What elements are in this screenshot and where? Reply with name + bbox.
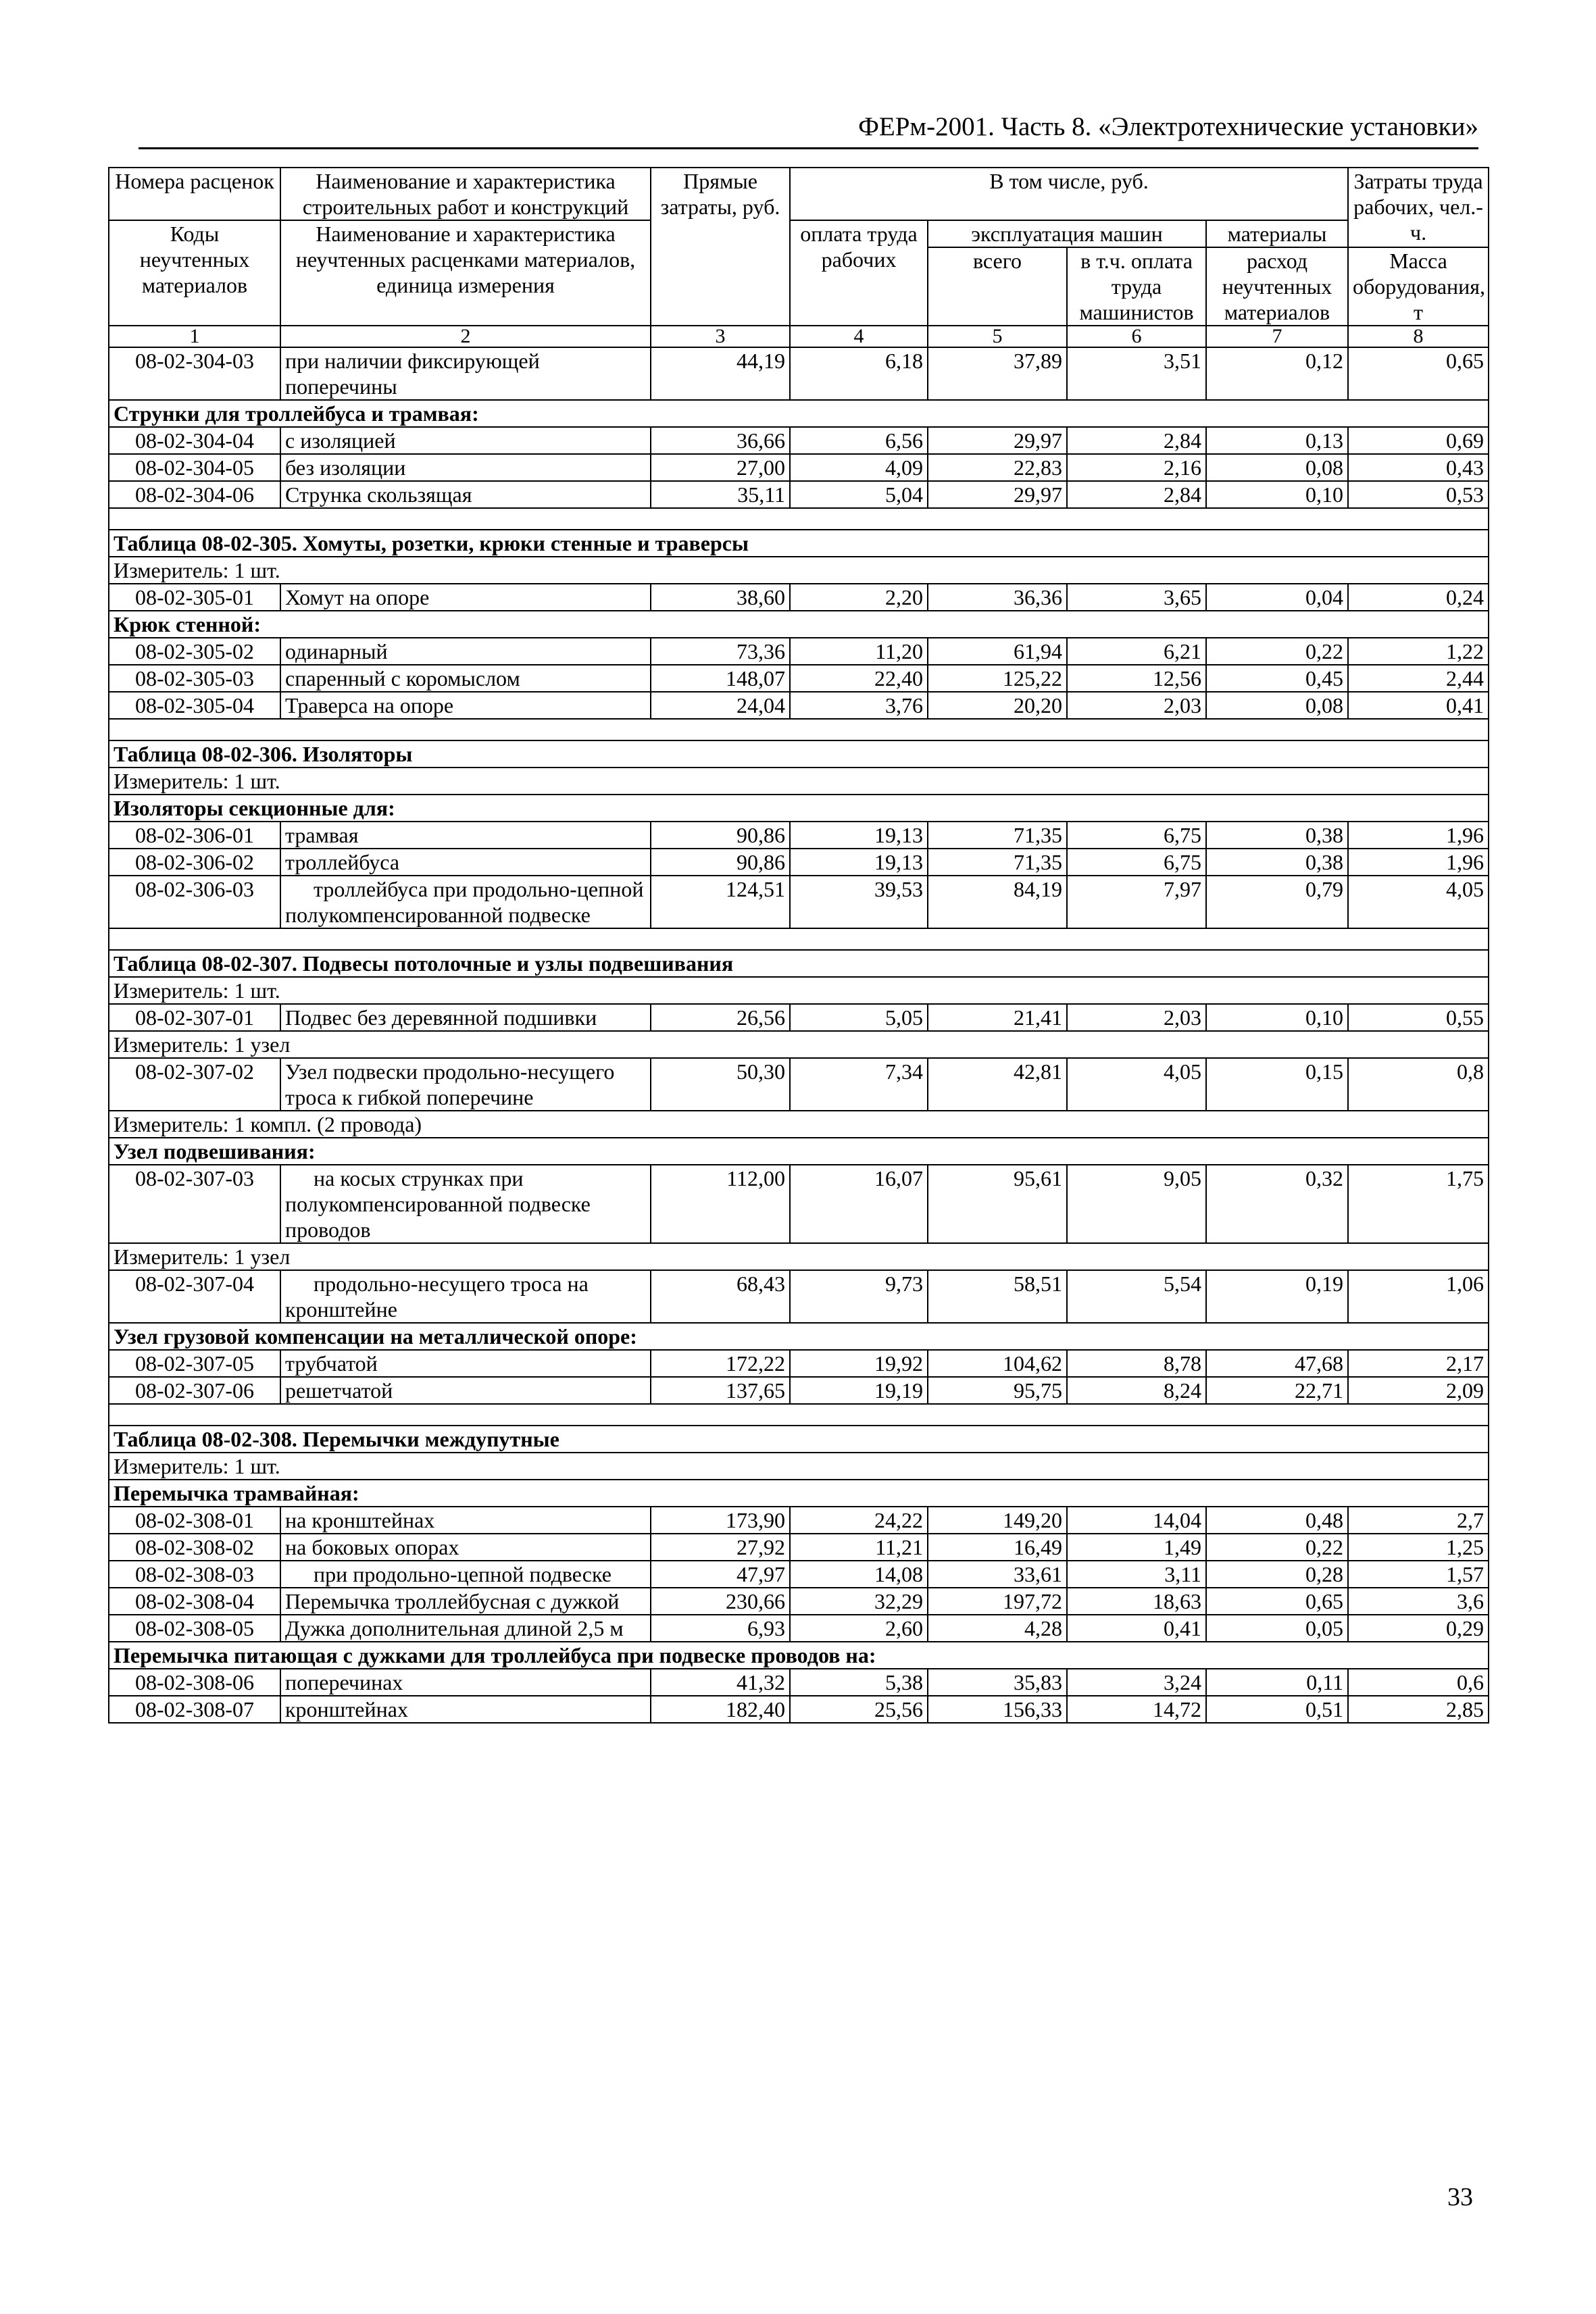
materials-cost-cell: 47,68 [1206,1350,1348,1377]
wages-cell: 22,40 [790,665,928,692]
table-title: Таблица 08-02-308. Перемычки междупутные [109,1426,1489,1453]
materials-cost-cell: 0,79 [1206,876,1348,928]
rate-code: 08-02-305-01 [109,584,280,611]
labor-hours-cell: 0,24 [1348,584,1489,611]
wages-cell: 11,21 [790,1534,928,1561]
wages-cell: 25,56 [790,1696,928,1723]
materials-cost-cell: 0,32 [1206,1165,1348,1243]
rate-code: 08-02-307-06 [109,1377,280,1404]
col-work-name-header: Наименование и характеристика строительных работ и конструкций [280,168,651,220]
materials-cost-cell: 0,04 [1206,584,1348,611]
rate-name: Траверса на опоре [280,692,651,719]
machines-total-cell: 95,75 [928,1377,1067,1404]
page-number: 33 [1447,2183,1473,2211]
labor-hours-cell: 0,41 [1348,692,1489,719]
materials-cost-cell: 0,08 [1206,454,1348,481]
labor-hours-cell: 0,65 [1348,347,1489,400]
table-row [109,584,1489,611]
machinist-wages-cell: 5,54 [1067,1270,1206,1323]
rate-code: 08-02-307-02 [109,1058,280,1111]
direct-cost-cell: 41,32 [651,1669,790,1696]
table-row [109,1004,1489,1031]
table-row [109,692,1489,719]
rate-name: Узел подвески продольно-несущего троса к гибкой поперечине [280,1058,651,1111]
table-title: Таблица 08-02-305. Хомуты, розетки, крюки стенные и траверсы [109,530,1489,557]
rate-code: 08-02-307-01 [109,1004,280,1031]
col-number: 8 [1348,326,1489,347]
table-row [109,1058,1489,1111]
machines-total-cell: 156,33 [928,1696,1067,1723]
machines-total-cell: 71,35 [928,822,1067,849]
materials-cost-cell: 0,13 [1206,427,1348,454]
rate-name: троллейбуса при продольно-цепной полукомпенсированной подвеске [280,876,651,928]
rate-name: трубчатой [280,1350,651,1377]
col-machines-header: эксплуатация машин [928,220,1206,247]
spacer [109,928,1489,950]
col-rate-number-header: Номера расценок [109,168,280,220]
rates-table [108,167,1489,1724]
table-row [109,481,1489,508]
section-heading: Струнки для троллейбуса и трамвая: [109,400,1489,427]
col-materials-header: материалы [1206,220,1348,247]
direct-cost-cell: 112,00 [651,1165,790,1243]
machines-total-cell: 37,89 [928,347,1067,400]
direct-cost-cell: 172,22 [651,1350,790,1377]
labor-hours-cell: 1,06 [1348,1270,1489,1323]
section-heading: Изоляторы секционные для: [109,795,1489,822]
machines-total-cell: 29,97 [928,427,1067,454]
table-row [109,1270,1489,1323]
table-row [109,1350,1489,1377]
rate-name: продольно-несущего троса на кронштейне [280,1270,651,1323]
wages-cell: 5,38 [790,1669,928,1696]
table-row [109,1377,1489,1404]
machines-total-cell: 58,51 [928,1270,1067,1323]
col-number: 1 [109,326,280,347]
wages-cell: 32,29 [790,1588,928,1615]
direct-cost-cell: 6,93 [651,1615,790,1642]
col-number: 7 [1206,326,1348,347]
wages-cell: 5,04 [790,481,928,508]
materials-cost-cell: 0,22 [1206,638,1348,665]
rate-name: с изоляцией [280,427,651,454]
labor-hours-cell: 1,25 [1348,1534,1489,1561]
direct-cost-cell: 27,00 [651,454,790,481]
machines-total-cell: 84,19 [928,876,1067,928]
machines-total-cell: 125,22 [928,665,1067,692]
table-row [109,1165,1489,1243]
table-row [109,454,1489,481]
wages-cell: 5,05 [790,1004,928,1031]
labor-hours-cell: 2,17 [1348,1350,1489,1377]
labor-hours-cell: 0,8 [1348,1058,1489,1111]
col-number: 5 [928,326,1067,347]
section-heading: Перемычка трамвайная: [109,1480,1489,1507]
measure-label: Измеритель: 1 шт. [109,768,1489,795]
machinist-wages-cell: 2,84 [1067,427,1206,454]
machinist-wages-cell: 12,56 [1067,665,1206,692]
rate-code: 08-02-304-04 [109,427,280,454]
wages-cell: 6,18 [790,347,928,400]
labor-hours-cell: 2,7 [1348,1507,1489,1534]
machinist-wages-cell: 2,03 [1067,1004,1206,1031]
machines-total-cell: 29,97 [928,481,1067,508]
machines-total-cell: 4,28 [928,1615,1067,1642]
direct-cost-cell: 36,66 [651,427,790,454]
rate-code: 08-02-305-02 [109,638,280,665]
labor-hours-cell: 1,96 [1348,822,1489,849]
direct-cost-cell: 137,65 [651,1377,790,1404]
direct-cost-cell: 68,43 [651,1270,790,1323]
rate-code: 08-02-307-04 [109,1270,280,1323]
materials-cost-cell: 0,28 [1206,1561,1348,1588]
machines-total-cell: 16,49 [928,1534,1067,1561]
labor-hours-cell: 0,43 [1348,454,1489,481]
materials-cost-cell: 0,10 [1206,1004,1348,1031]
rate-code: 08-02-307-05 [109,1350,280,1377]
direct-cost-cell: 173,90 [651,1507,790,1534]
labor-hours-cell: 1,75 [1348,1165,1489,1243]
machinist-wages-cell: 8,78 [1067,1350,1206,1377]
wages-cell: 24,22 [790,1507,928,1534]
wages-cell: 19,19 [790,1377,928,1404]
col-number: 3 [651,326,790,347]
table-title: Таблица 08-02-307. Подвесы потолочные и узлы подвешивания [109,950,1489,977]
rate-name: Струнка скользящая [280,481,651,508]
rate-name: при продольно-цепной подвеске [280,1561,651,1588]
rate-name: спаренный с коромыслом [280,665,651,692]
rate-name: Хомут на опоре [280,584,651,611]
rate-code: 08-02-308-01 [109,1507,280,1534]
machinist-wages-cell: 14,72 [1067,1696,1206,1723]
wages-cell: 16,07 [790,1165,928,1243]
machinist-wages-cell: 14,04 [1067,1507,1206,1534]
price-tables [108,167,1488,1724]
rate-code: 08-02-306-01 [109,822,280,849]
labor-hours-cell: 1,22 [1348,638,1489,665]
rate-name: троллейбуса [280,849,651,876]
machinist-wages-cell: 7,97 [1067,876,1206,928]
table-row [109,638,1489,665]
machines-total-cell: 197,72 [928,1588,1067,1615]
labor-hours-cell: 1,96 [1348,849,1489,876]
direct-cost-cell: 124,51 [651,876,790,928]
direct-cost-cell: 26,56 [651,1004,790,1031]
machinist-wages-cell: 2,84 [1067,481,1206,508]
labor-hours-cell: 2,85 [1348,1696,1489,1723]
wages-cell: 9,73 [790,1270,928,1323]
machines-total-cell: 104,62 [928,1350,1067,1377]
spacer [109,1404,1489,1426]
machines-total-cell: 20,20 [928,692,1067,719]
col-number: 6 [1067,326,1206,347]
direct-cost-cell: 38,60 [651,584,790,611]
rate-name: Подвес без деревянной подшивки [280,1004,651,1031]
direct-cost-cell: 73,36 [651,638,790,665]
col-mass-header: Масса оборудования, т [1348,247,1489,326]
measure-label: Измеритель: 1 шт. [109,1453,1489,1480]
direct-cost-cell: 35,11 [651,481,790,508]
rate-code: 08-02-308-04 [109,1588,280,1615]
wages-cell: 3,76 [790,692,928,719]
rate-code: 08-02-305-03 [109,665,280,692]
materials-cost-cell: 0,08 [1206,692,1348,719]
labor-hours-cell: 0,6 [1348,1669,1489,1696]
labor-hours-cell: 0,29 [1348,1615,1489,1642]
table-row [109,1588,1489,1615]
rate-code: 08-02-308-07 [109,1696,280,1723]
labor-hours-cell: 0,53 [1348,481,1489,508]
machinist-wages-cell: 18,63 [1067,1588,1206,1615]
machinist-wages-cell: 3,51 [1067,347,1206,400]
machinist-wages-cell: 6,75 [1067,849,1206,876]
materials-cost-cell: 0,38 [1206,849,1348,876]
machinist-wages-cell: 2,16 [1067,454,1206,481]
section-heading: Узел грузовой компенсации на металлической опоре: [109,1323,1489,1350]
rate-code: 08-02-304-06 [109,481,280,508]
wages-cell: 7,34 [790,1058,928,1111]
machines-total-cell: 95,61 [928,1165,1067,1243]
materials-cost-cell: 0,38 [1206,822,1348,849]
rate-name: без изоляции [280,454,651,481]
direct-cost-cell: 182,40 [651,1696,790,1723]
running-header: ФЕРм-2001. Часть 8. «Электротехнические установки» [139,107,1478,149]
machines-total-cell: 35,83 [928,1669,1067,1696]
wages-cell: 14,08 [790,1561,928,1588]
table-row [109,1534,1489,1561]
rate-code: 08-02-304-03 [109,347,280,400]
materials-cost-cell: 0,19 [1206,1270,1348,1323]
machinist-wages-cell: 0,41 [1067,1615,1206,1642]
rate-code: 08-02-308-02 [109,1534,280,1561]
table-row [109,1696,1489,1723]
table-row [109,347,1489,400]
measure-label: Измеритель: 1 узел [109,1243,1489,1270]
measure-label: Измеритель: 1 узел [109,1031,1489,1058]
col-labor-header: Затраты труда рабочих, чел.-ч. [1348,168,1489,247]
col-number: 4 [790,326,928,347]
rate-name: кронштейнах [280,1696,651,1723]
materials-cost-cell: 0,05 [1206,1615,1348,1642]
rate-code: 08-02-307-03 [109,1165,280,1243]
rate-name: при наличии фиксирующей поперечины [280,347,651,400]
rate-name: на боковых опорах [280,1534,651,1561]
rate-name: трамвая [280,822,651,849]
col-number: 2 [280,326,651,347]
labor-hours-cell: 1,57 [1348,1561,1489,1588]
direct-cost-cell: 230,66 [651,1588,790,1615]
wages-cell: 19,92 [790,1350,928,1377]
direct-cost-cell: 50,30 [651,1058,790,1111]
direct-cost-cell: 24,04 [651,692,790,719]
spacer [109,719,1489,740]
direct-cost-cell: 27,92 [651,1534,790,1561]
direct-cost-cell: 90,86 [651,822,790,849]
materials-cost-cell: 0,15 [1206,1058,1348,1111]
rate-name: одинарный [280,638,651,665]
measure-label: Измеритель: 1 компл. (2 провода) [109,1111,1489,1138]
rate-code: 08-02-308-06 [109,1669,280,1696]
materials-cost-cell: 0,10 [1206,481,1348,508]
materials-cost-cell: 0,51 [1206,1696,1348,1723]
machinist-wages-cell: 6,21 [1067,638,1206,665]
spacer [109,508,1489,530]
table-row [109,822,1489,849]
rate-code: 08-02-308-03 [109,1561,280,1588]
table-row [109,1615,1489,1642]
machines-total-cell: 22,83 [928,454,1067,481]
direct-cost-cell: 47,97 [651,1561,790,1588]
materials-cost-cell: 0,48 [1206,1507,1348,1534]
section-heading: Перемычка питающая с дужками для троллейбуса при подвеске проводов на: [109,1642,1489,1669]
rate-name: на кронштейнах [280,1507,651,1534]
machinist-wages-cell: 9,05 [1067,1165,1206,1243]
table-row [109,1507,1489,1534]
table-row [109,876,1489,928]
materials-cost-cell: 0,11 [1206,1669,1348,1696]
table-row [109,1669,1489,1696]
wages-cell: 11,20 [790,638,928,665]
direct-cost-cell: 90,86 [651,849,790,876]
wages-cell: 19,13 [790,822,928,849]
wages-cell: 6,56 [790,427,928,454]
direct-cost-cell: 148,07 [651,665,790,692]
table-row [109,665,1489,692]
machinist-wages-cell: 4,05 [1067,1058,1206,1111]
labor-hours-cell: 3,6 [1348,1588,1489,1615]
machines-total-cell: 42,81 [928,1058,1067,1111]
materials-cost-cell: 0,12 [1206,347,1348,400]
rate-name: поперечинах [280,1669,651,1696]
wages-cell: 19,13 [790,849,928,876]
materials-cost-cell: 0,22 [1206,1534,1348,1561]
machines-total-cell: 33,61 [928,1561,1067,1588]
labor-hours-cell: 0,69 [1348,427,1489,454]
col-machines-total-header: всего [928,247,1067,326]
machines-total-cell: 149,20 [928,1507,1067,1534]
table-row [109,427,1489,454]
col-material-code-header: Коды неучтенных материалов [109,220,280,326]
machinist-wages-cell: 3,24 [1067,1669,1206,1696]
col-direct-cost-header: Прямые затраты, руб. [651,168,790,326]
machines-total-cell: 21,41 [928,1004,1067,1031]
materials-cost-cell: 22,71 [1206,1377,1348,1404]
machines-total-cell: 71,35 [928,849,1067,876]
rate-code: 08-02-306-02 [109,849,280,876]
labor-hours-cell: 0,55 [1348,1004,1489,1031]
table-title: Таблица 08-02-306. Изоляторы [109,740,1489,768]
col-including-header: В том числе, руб. [790,168,1348,220]
wages-cell: 2,60 [790,1615,928,1642]
labor-hours-cell: 4,05 [1348,876,1489,928]
section-heading: Крюк стенной: [109,611,1489,638]
machinist-wages-cell: 1,49 [1067,1534,1206,1561]
wages-cell: 4,09 [790,454,928,481]
section-heading: Узел подвешивания: [109,1138,1489,1165]
wages-cell: 39,53 [790,876,928,928]
machines-total-cell: 36,36 [928,584,1067,611]
materials-cost-cell: 0,65 [1206,1588,1348,1615]
machinist-wages-cell: 3,11 [1067,1561,1206,1588]
wages-cell: 2,20 [790,584,928,611]
machines-total-cell: 61,94 [928,638,1067,665]
measure-label: Измеритель: 1 шт. [109,977,1489,1004]
measure-label: Измеритель: 1 шт. [109,557,1489,584]
labor-hours-cell: 2,44 [1348,665,1489,692]
rate-name: решетчатой [280,1377,651,1404]
col-material-use-header: расход неучтенных материалов [1206,247,1348,326]
table-row [109,849,1489,876]
labor-hours-cell: 2,09 [1348,1377,1489,1404]
col-machinist-wages-header: в т.ч. оплата труда машинистов [1067,247,1206,326]
rate-name: Дужка дополнительная длиной 2,5 м [280,1615,651,1642]
col-material-name-header: Наименование и характеристика неучтенных расценками материалов, единица измерения [280,220,651,326]
machinist-wages-cell: 6,75 [1067,822,1206,849]
col-wages-header: оплата труда рабочих [790,220,928,326]
rate-code: 08-02-306-03 [109,876,280,928]
materials-cost-cell: 0,45 [1206,665,1348,692]
rate-code: 08-02-304-05 [109,454,280,481]
rate-code: 08-02-305-04 [109,692,280,719]
rate-code: 08-02-308-05 [109,1615,280,1642]
rate-name: Перемычка троллейбусная с дужкой [280,1588,651,1615]
machinist-wages-cell: 8,24 [1067,1377,1206,1404]
machinist-wages-cell: 2,03 [1067,692,1206,719]
table-row [109,1561,1489,1588]
machinist-wages-cell: 3,65 [1067,584,1206,611]
direct-cost-cell: 44,19 [651,347,790,400]
rate-name: на косых струнках при полукомпенсированной подвеске проводов [280,1165,651,1243]
